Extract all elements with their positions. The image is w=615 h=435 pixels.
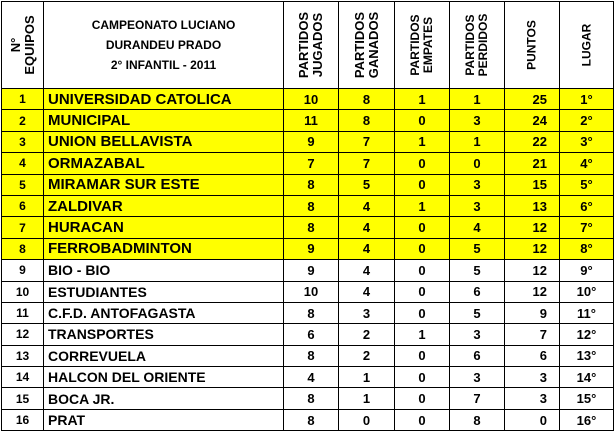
partidos-ganados-cell: 4 [339,260,395,281]
lugar-cell: 8° [560,238,614,259]
partidos-jugados-cell: 8 [284,409,339,430]
row-number-cell: 4 [2,153,44,174]
table-row [2,110,614,131]
header-pp-line2: PERDIDOS [476,13,490,77]
partidos-empates-cell: 1 [395,324,450,345]
team-name-cell: PRAT [44,409,284,430]
puntos-cell: 3 [505,388,560,409]
partidos-empates-cell: 1 [395,89,450,110]
header-pe-line2: EMPATES [421,16,435,74]
table-row [2,345,614,366]
team-name-cell: BIO - BIO [44,260,284,281]
partidos-jugados-cell: 10 [284,89,339,110]
header-partidos-perdidos [450,2,505,89]
partidos-ganados-cell: 7 [339,131,395,152]
team-name-cell: UNION BELLAVISTA [44,131,284,152]
table-row [2,217,614,238]
row-number-cell: 10 [2,281,44,302]
partidos-perdidos-cell: 5 [450,302,505,323]
row-number-cell: 13 [2,345,44,366]
partidos-empates-cell: 1 [395,131,450,152]
partidos-perdidos-cell: 1 [450,131,505,152]
partidos-perdidos-cell: 3 [450,195,505,216]
partidos-jugados-cell: 9 [284,238,339,259]
partidos-jugados-cell: 9 [284,260,339,281]
partidos-jugados-cell: 8 [284,217,339,238]
team-name-cell: HALCON DEL ORIENTE [44,367,284,388]
partidos-empates-cell: 0 [395,388,450,409]
table-row [2,324,614,345]
partidos-empates-cell: 0 [395,260,450,281]
team-name-cell: MUNICIPAL [44,110,284,131]
partidos-jugados-cell: 4 [284,367,339,388]
partidos-ganados-cell: 4 [339,195,395,216]
lugar-cell: 5° [560,174,614,195]
puntos-cell: 22 [505,131,560,152]
partidos-empates-cell: 0 [395,174,450,195]
partidos-empates-cell: 0 [395,345,450,366]
table-row [2,367,614,388]
partidos-jugados-cell: 10 [284,281,339,302]
partidos-perdidos-cell: 3 [450,174,505,195]
lugar-cell: 3° [560,131,614,152]
puntos-cell: 12 [505,238,560,259]
lugar-cell: 11° [560,302,614,323]
row-number-cell: 5 [2,174,44,195]
partidos-jugados-cell: 8 [284,195,339,216]
partidos-empates-cell: 0 [395,110,450,131]
title-line-2: DURANDEU PRADO [105,38,222,52]
partidos-empates-cell: 0 [395,367,450,388]
partidos-perdidos-cell: 8 [450,409,505,430]
partidos-ganados-cell: 2 [339,345,395,366]
row-number-cell: 16 [2,409,44,430]
table-row [2,302,614,323]
partidos-ganados-cell: 4 [339,281,395,302]
partidos-ganados-cell: 4 [339,217,395,238]
header-puntos [505,2,560,89]
lugar-cell: 7° [560,217,614,238]
row-number-cell: 7 [2,217,44,238]
team-name-cell: C.F.D. ANTOFAGASTA [44,302,284,323]
table-row [2,174,614,195]
table-row [2,131,614,152]
lugar-cell: 13° [560,345,614,366]
lugar-cell: 10° [560,281,614,302]
puntos-cell: 12 [505,260,560,281]
partidos-perdidos-cell: 4 [450,217,505,238]
header-partidos-empates [395,2,450,89]
header-lugar-label: LUGAR [579,23,593,67]
partidos-perdidos-cell: 3 [450,110,505,131]
partidos-ganados-cell: 7 [339,153,395,174]
partidos-ganados-cell: 8 [339,89,395,110]
puntos-cell: 15 [505,174,560,195]
header-pj-line2: JUGADOS [310,12,325,78]
table-row [2,195,614,216]
partidos-empates-cell: 0 [395,153,450,174]
partidos-ganados-cell: 5 [339,174,395,195]
puntos-cell: 0 [505,409,560,430]
partidos-ganados-cell: 8 [339,110,395,131]
header-partidos-ganados [339,2,395,89]
partidos-perdidos-cell: 5 [450,238,505,259]
puntos-cell: 12 [505,281,560,302]
partidos-perdidos-cell: 6 [450,281,505,302]
partidos-empates-cell: 0 [395,302,450,323]
row-number-cell: 14 [2,367,44,388]
header-row [2,2,614,89]
row-number-cell: 6 [2,195,44,216]
partidos-perdidos-cell: 0 [450,153,505,174]
partidos-empates-cell: 0 [395,281,450,302]
table-row [2,238,614,259]
partidos-perdidos-cell: 3 [450,324,505,345]
partidos-empates-cell: 0 [395,409,450,430]
puntos-cell: 9 [505,302,560,323]
puntos-cell: 7 [505,324,560,345]
partidos-jugados-cell: 8 [284,302,339,323]
lugar-cell: 4° [560,153,614,174]
header-pp-line1: PARTIDOS [463,14,477,76]
row-number-cell: 8 [2,238,44,259]
title-line-3: 2° INFANTIL - 2011 [110,58,217,72]
header-title-cell [44,2,284,89]
partidos-empates-cell: 1 [395,195,450,216]
header-pj-line1: PARTIDOS [296,11,311,79]
row-number-cell: 12 [2,324,44,345]
title-line-1: CAMPEONATO LUCIANO [91,18,236,32]
lugar-cell: 2° [560,110,614,131]
header-lugar [560,2,614,89]
team-name-cell: ZALDIVAR [44,195,284,216]
row-number-cell: 3 [2,131,44,152]
header-pg-line2: GANADOS [365,11,381,79]
standings-table [1,1,614,431]
partidos-ganados-cell: 1 [339,388,395,409]
partidos-ganados-cell: 3 [339,302,395,323]
team-name-cell: FERROBADMINTON [44,238,284,259]
puntos-cell: 25 [505,89,560,110]
puntos-cell: 3 [505,367,560,388]
header-no-label: N° [7,37,23,53]
lugar-cell: 14° [560,367,614,388]
partidos-perdidos-cell: 6 [450,345,505,366]
team-name-cell: CORREVUELA [44,345,284,366]
table-row [2,89,614,110]
partidos-jugados-cell: 7 [284,153,339,174]
partidos-jugados-cell: 11 [284,110,339,131]
partidos-perdidos-cell: 7 [450,388,505,409]
partidos-ganados-cell: 1 [339,367,395,388]
lugar-cell: 9° [560,260,614,281]
puntos-cell: 13 [505,195,560,216]
header-pts-label: PUNTOS [524,20,539,70]
row-number-cell: 2 [2,110,44,131]
partidos-ganados-cell: 2 [339,324,395,345]
header-no-equipos [2,2,44,89]
table-row [2,388,614,409]
puntos-cell: 12 [505,217,560,238]
row-number-cell: 15 [2,388,44,409]
partidos-jugados-cell: 8 [284,174,339,195]
team-name-cell: BOCA JR. [44,388,284,409]
partidos-jugados-cell: 8 [284,388,339,409]
partidos-perdidos-cell: 5 [450,260,505,281]
table-row [2,153,614,174]
partidos-perdidos-cell: 3 [450,367,505,388]
lugar-cell: 6° [560,195,614,216]
partidos-empates-cell: 0 [395,217,450,238]
lugar-cell: 12° [560,324,614,345]
puntos-cell: 24 [505,110,560,131]
team-name-cell: ESTUDIANTES [44,281,284,302]
team-name-cell: ORMAZABAL [44,153,284,174]
team-name-cell: HURACAN [44,217,284,238]
row-number-cell: 9 [2,260,44,281]
row-number-cell: 1 [2,89,44,110]
lugar-cell: 1° [560,89,614,110]
partidos-ganados-cell: 4 [339,238,395,259]
lugar-cell: 15° [560,388,614,409]
header-pg-line1: PARTIDOS [351,11,367,79]
partidos-ganados-cell: 0 [339,409,395,430]
partidos-perdidos-cell: 1 [450,89,505,110]
header-pe-line1: PARTIDOS [408,14,422,76]
team-name-cell: UNIVERSIDAD CATOLICA [44,89,284,110]
team-name-cell: MIRAMAR SUR ESTE [44,174,284,195]
partidos-jugados-cell: 9 [284,131,339,152]
table-row [2,260,614,281]
partidos-empates-cell: 0 [395,238,450,259]
lugar-cell: 16° [560,409,614,430]
partidos-jugados-cell: 6 [284,324,339,345]
puntos-cell: 21 [505,153,560,174]
team-name-cell: TRANSPORTES [44,324,284,345]
row-number-cell: 11 [2,302,44,323]
partidos-jugados-cell: 8 [284,345,339,366]
table-row [2,281,614,302]
puntos-cell: 6 [505,345,560,366]
table-row [2,409,614,430]
header-equipos-label: EQUIPOS [21,15,37,75]
header-partidos-jugados [284,2,339,89]
